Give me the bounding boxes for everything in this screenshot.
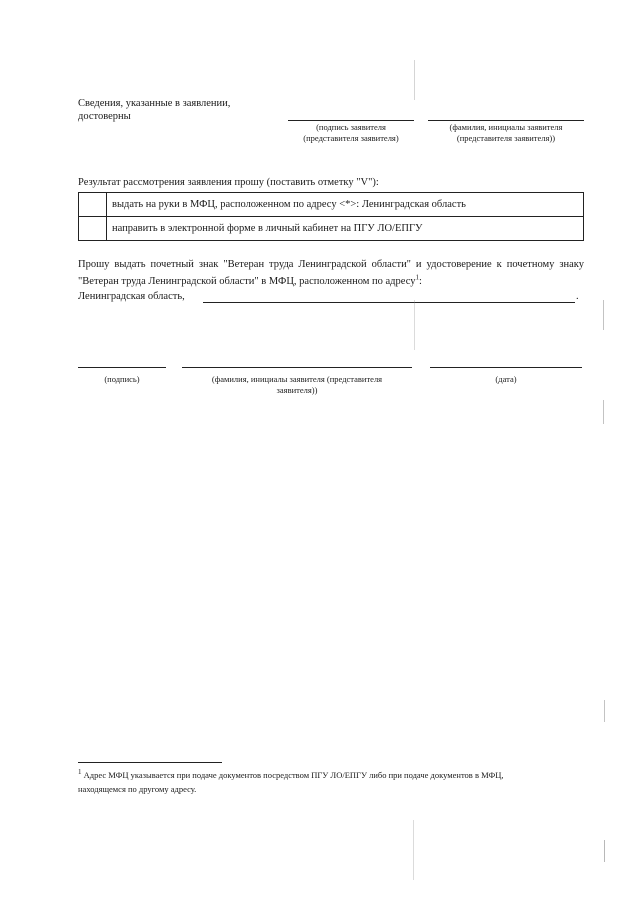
option-checkbox-electronic[interactable] (79, 217, 107, 241)
footnote-ref: 1 (415, 273, 419, 281)
signature-caption-line2: (представителя заявителя) (303, 133, 399, 143)
confirmation-text-line2: достоверны (78, 111, 131, 122)
applicant-signature-line (288, 120, 414, 121)
result-option-row (79, 193, 584, 217)
address-prefix: Ленинградская область, (78, 291, 185, 302)
scan-artifact (414, 300, 415, 350)
signature-caption: (подпись) (104, 374, 140, 384)
applicant-name-line (428, 120, 584, 121)
footnote-text-line1: Адрес МФЦ указывается при подаче документов посредством ПГУ ЛО/ЕПГУ либо при подаче документов в МФЦ, (83, 770, 504, 780)
address-end: . (576, 291, 579, 302)
request-paragraph (78, 257, 584, 290)
footnote-line2: находящемся по другому адресу. (78, 784, 197, 794)
option-checkbox-pickup[interactable] (79, 193, 107, 217)
address-field-line[interactable] (203, 302, 575, 303)
fullname-caption-line2: заявителя)) (276, 385, 318, 395)
confirmation-text-line1: Сведения, указанные в заявлении, (78, 98, 231, 109)
fullname-line (182, 367, 412, 368)
scan-artifact (413, 820, 414, 880)
scan-artifact (414, 60, 415, 100)
result-options-table (78, 192, 584, 241)
name-caption-line1: (фамилия, инициалы заявителя (449, 122, 563, 132)
signature-caption-line1: (подпись заявителя (316, 122, 386, 132)
scan-artifact (604, 700, 605, 722)
applicant-signature-caption (276, 122, 426, 144)
scan-artifact (604, 840, 605, 862)
request-colon: : (418, 275, 422, 287)
signature-line (78, 367, 166, 368)
date-line (430, 367, 582, 368)
request-text: Прошу выдать почетный знак "Ветеран труда Ленинградской области" и удостоверение к почетному знаку "Ветеран труда Ленинградской области" в МФЦ, расположенном по адресу (78, 259, 584, 287)
scan-artifact (603, 400, 604, 424)
footnote-separator (78, 762, 222, 763)
name-caption-line2: (представителя заявителя)) (456, 133, 556, 143)
confirmation-text (78, 97, 278, 123)
fullname-caption-line1: (фамилия, инициалы заявителя (представителя (211, 374, 383, 384)
date-caption: (дата) (495, 374, 517, 384)
footnote-mark: 1 (78, 768, 82, 777)
fullname-caption (182, 374, 412, 396)
result-heading: Результат рассмотрения заявления прошу (поставить отметку "V"): (78, 177, 379, 188)
footnote (78, 768, 588, 796)
applicant-name-caption (420, 122, 592, 144)
footnote-line1 (78, 768, 588, 782)
option-label-pickup: выдать на руки в МФЦ, расположенном по адресу <*>: Ленинградская область (107, 193, 584, 217)
option-label-electronic: направить в электронной форме в личный кабинет на ПГУ ЛО/ЕПГУ (107, 217, 584, 241)
result-option-row (79, 217, 584, 241)
scan-artifact (603, 300, 604, 330)
